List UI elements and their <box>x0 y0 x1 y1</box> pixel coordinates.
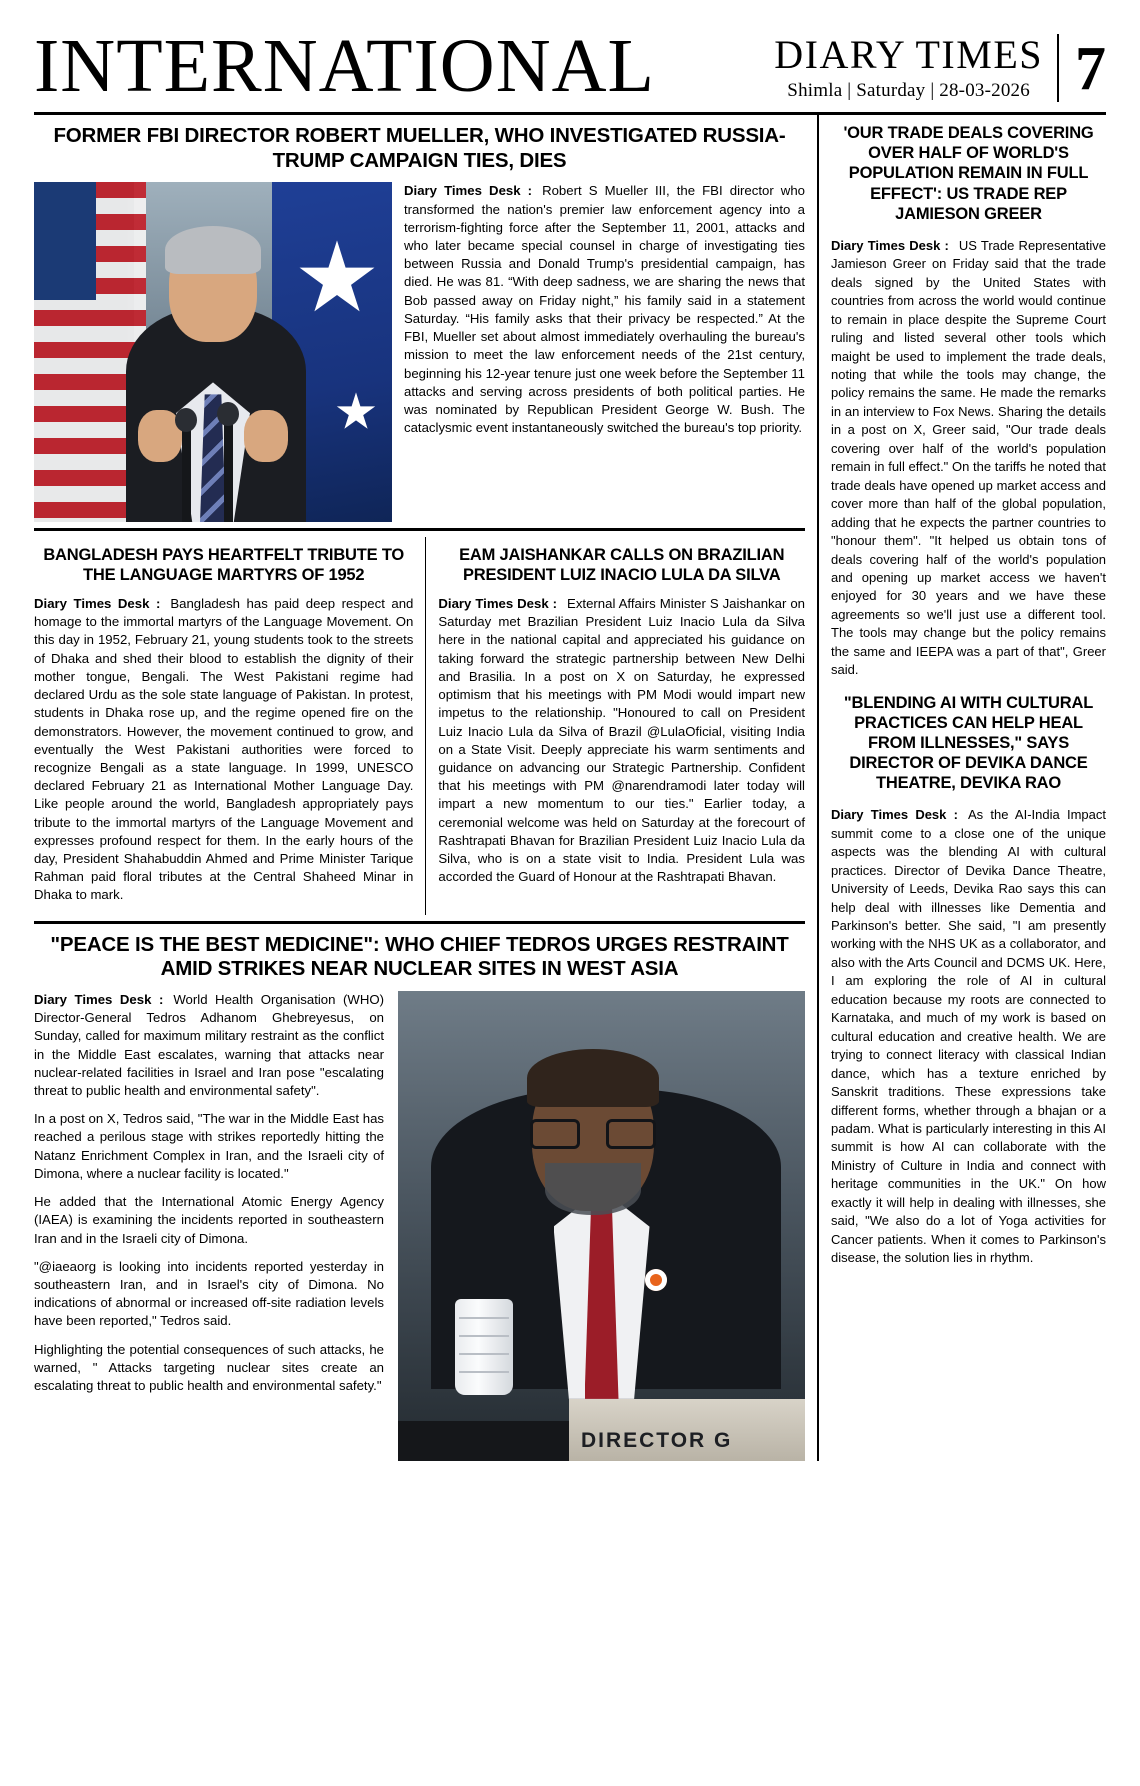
article-body-mueller <box>404 182 805 437</box>
story-devika <box>831 693 1106 1268</box>
microphone-icon-2 <box>224 418 233 522</box>
two-column-block <box>34 537 805 914</box>
desk-label: Diary Times Desk : <box>831 807 958 823</box>
edition-line: Shimla | Saturday | 28-03-2026 <box>787 80 1030 102</box>
masthead <box>34 24 1106 108</box>
story-bangladesh <box>34 537 413 914</box>
brand-block <box>774 34 1059 102</box>
divider-after-mueller <box>34 528 805 531</box>
headline-jaishankar: EAM JAISHANKAR CALLS ON BRAZILIAN PRESIDENT LUIZ INACIO LULA DA SILVA <box>459 546 785 585</box>
cup-stack <box>455 1299 513 1395</box>
article-body-greer <box>831 237 1106 680</box>
photo-tedros <box>398 991 805 1461</box>
story-tedros <box>34 933 805 1461</box>
glasses-icon <box>530 1119 656 1149</box>
article-text: World Health Organisation (WHO) Director-General Tedros Adhanom Ghebreyesus, on Sunday, called for maximum military restraint as the conflict in the Middle East escalates, warning that attacks near nuclear-related facilities in Israel and Iran pose "escalating threat to public health and environmental safety". <box>34 991 384 1098</box>
headline-bangladesh: BANGLADESH PAYS HEARTFELT TRIBUTE TO THE LANGUAGE MARTYRS OF 1952 <box>43 546 405 585</box>
headline-tedros: "PEACE IS THE BEST MEDICINE": WHO CHIEF TEDROS URGES RESTRAINT AMID STRIKES NEAR NUCLEAR SITES IN WEST ASIA <box>50 932 789 981</box>
lapel-pin-icon <box>645 1269 667 1291</box>
story-jaishankar <box>425 537 805 914</box>
section-title: INTERNATIONAL <box>34 24 655 108</box>
microphone-icon <box>182 424 191 522</box>
article-body-devika <box>831 806 1106 1267</box>
page-number: 7 <box>1075 35 1106 104</box>
main-columns <box>34 115 819 1461</box>
divider-after-two-column <box>34 921 805 924</box>
brand-name: DIARY TIMES <box>774 32 1043 78</box>
desk-label: Diary Times Desk : <box>404 183 533 199</box>
desk-label: Diary Times Desk : <box>34 595 161 611</box>
headline-devika: "BLENDING AI WITH CULTURAL PRACTICES CAN HELP HEAL FROM ILLNESSES," SAYS DIRECTOR OF DEVIKA DANCE THEATRE, DEVIKA RAO <box>843 693 1094 793</box>
article-text: In a post on X, Tedros said, "The war in the Middle East has reached a perilous stage with strikes reportedly hitting the Natanz Enrichment Complex in Iran, and the Israeli city of Dimona, where a nuclear facility is located." <box>34 1111 384 1181</box>
article-text: He added that the International Atomic Energy Agency (IAEA) is examining the incidents reported in southeastern Iran and in the Israeli city of Dimona. <box>34 1194 384 1246</box>
desk-label: Diary Times Desk : <box>34 991 164 1007</box>
nameplate-text: DIRECTOR G <box>580 1428 733 1452</box>
article-text: US Trade Representative Jamieson Greer on Friday said that the trade deals signed by the United States with countries from across the world would continue to remain in place despite the Supreme Court ruling and listed several other tools which maight be used to implement the trade deals, noting that while the tools may change, the policy remains the same. He made the remarks in an interview to Fox News. Sharing the details in a post on X, Greer said, "Our trade deals covering over half of the world's population remain in full effect." On the tariffs he noted that trade deals have opened up market access and cover more than half of the global population, adding that he expects the partner countries to "honour them". "It helped us obtain tons of deals covering half of the world's population and opening up market access we haven't enjoyed for 30 years and we have these agreements so we'll just use a different tool. The tools may change but the policy remains the same and IEEPA was a part of that", Greer said. <box>831 237 1106 678</box>
sidebar-column <box>819 115 1106 1461</box>
nameplate <box>569 1399 805 1461</box>
story-greer <box>831 123 1106 680</box>
article-body-bangladesh <box>34 595 413 905</box>
photo-mueller <box>34 182 392 522</box>
desk-label: Diary Times Desk : <box>831 237 949 253</box>
article-text: "@iaeaorg is looking into incidents reported yesterday in southeastern Iran, and in Israel's city of Dimona. No indications of abnormal or increased off-site radiation levels have been reported," Tedros said. <box>34 1258 384 1329</box>
story-mueller <box>34 124 805 522</box>
body-grid <box>34 115 1106 1461</box>
headline-mueller: FORMER FBI DIRECTOR ROBERT MUELLER, WHO INVESTIGATED RUSSIA-TRUMP CAMPAIGN TIES, DIES <box>53 124 786 172</box>
article-body-jaishankar <box>438 595 805 887</box>
article-text: External Affairs Minister S Jaishankar on Saturday met Brazilian President Luiz Inacio Lula da Silva here in the national capital and appreciated his guidance on taking forward the strategic partnership between New Delhi and Brasilia. In a post on X on Saturday, he expressed optimism that his meetings with PM Modi would impart new impetus to the relationship. "Honoured to call on President Luiz Inacio Lula da Silva of Brazil @LulaOficial, visiting India on a State Visit. Deeply appreciate his warm sentiments and guidance on advancing our Strategic Partnership. Confident that his meetings with PM @narendramodi later today will impart a new momentum to our ties." Earlier today, a ceremonial welcome was held on Saturday at the forecourt of Rashtrapati Bhavan for Brazilian President Luiz Inacio Lula da Silva, who is on a state visit to India. President Lula was accorded the Guard of Honour at the Rashtrapati Bhavan. <box>438 595 805 885</box>
article-text: Robert S Mueller III, the FBI director who transformed the nation's premier law enforcement agency into a terrorism-fighting force after the September 11, 2001, attacks and who later became special counsel in charge of investigating ties between Russia and Donald Trump's presidential campaign, has died. He was 81. “With deep sadness, we are sharing the news that Bob passed away on Friday night,” his family said in a statement Saturday. “His family asks that their privacy be respected.” At the FBI, Mueller set about almost immediately overhauling the bureau's mission to meet the law enforcement needs of the 21st century, beginning his 12-year tenure just one week before the September 11 attacks and serving across presidents of both political parties. He was nominated by Republican President George W. Bush. The cataclysmic event instantaneously switched the bureau's top priority. <box>404 183 805 436</box>
article-text: As the AI-India Impact summit come to a close one of the unique aspects was the blending AI with cultural practices. Director of Devika Dance Theatre, University of Leeds, Devika Rao says this can help deal with illnesses like Dementia and Parkinson's better. She said, "I am presently working with the NHS UK as a collaborator, and also with the Arts Council and DCMS UK. Here, I am exploring the role of AI in cultural education because my roots are connected to Karnataka, and much of my work is based on cultural education and creative health. We are trying to connect literacy with classical Indian dance, which has a texture enriched by Sanskrit traditions. These expressions take different forms, whether through a bhajan or a padam. What is particularly interesting in this AI summit is how AI can collaborate with the Ministry of Culture in India and connect with heritage communities in the UK." On how exactly it will help in dealing with illnesses, she said, "We also do a lot of Yoga activities for Cancer patients. When it comes to Parkinson's disease, the solution lies in rhythm. <box>831 807 1106 1266</box>
article-body-tedros <box>34 991 384 1461</box>
desk-label: Diary Times Desk : <box>438 595 558 611</box>
masthead-right <box>774 34 1106 102</box>
article-text: Highlighting the potential consequences of such attacks, he warned, " Attacks targeting nuclear sites create an escalating threat to public health and environmental safety." <box>34 1341 384 1394</box>
headline-greer: 'OUR TRADE DEALS COVERING OVER HALF OF WORLD'S POPULATION REMAIN IN FULL EFFECT': US TRADE REP JAMIESON GREER <box>843 124 1094 223</box>
article-text: Bangladesh has paid deep respect and homage to the immortal martyrs of the Language Movement. On this day in 1952, February 21, young students took to the streets of Dhaka and shed their blood to establish the dignity of their mother tongue, Bengali. The West Pakistani regime had declared Urdu as the sole state language of Pakistan. In protest, students in Dhaka rose up, and the regime opened fire on the demonstrators. However, the movement continued to grow, and eventually the West Pakistani authorities were forced to recognize Bengali as a state language. In 1999, UNESCO declared February 21 as International Mother Language Day. Like people around the world, Bangladesh appropriately pays tribute to the immortal martyrs of the Language Movement and expresses profound respect for them. In the early hours of the day, President Shahabuddin Ahmed and Prime Minister Tarique Rahman paid floral tributes at the Central Shaheed Minar in Dhaka to mark. <box>34 595 414 903</box>
